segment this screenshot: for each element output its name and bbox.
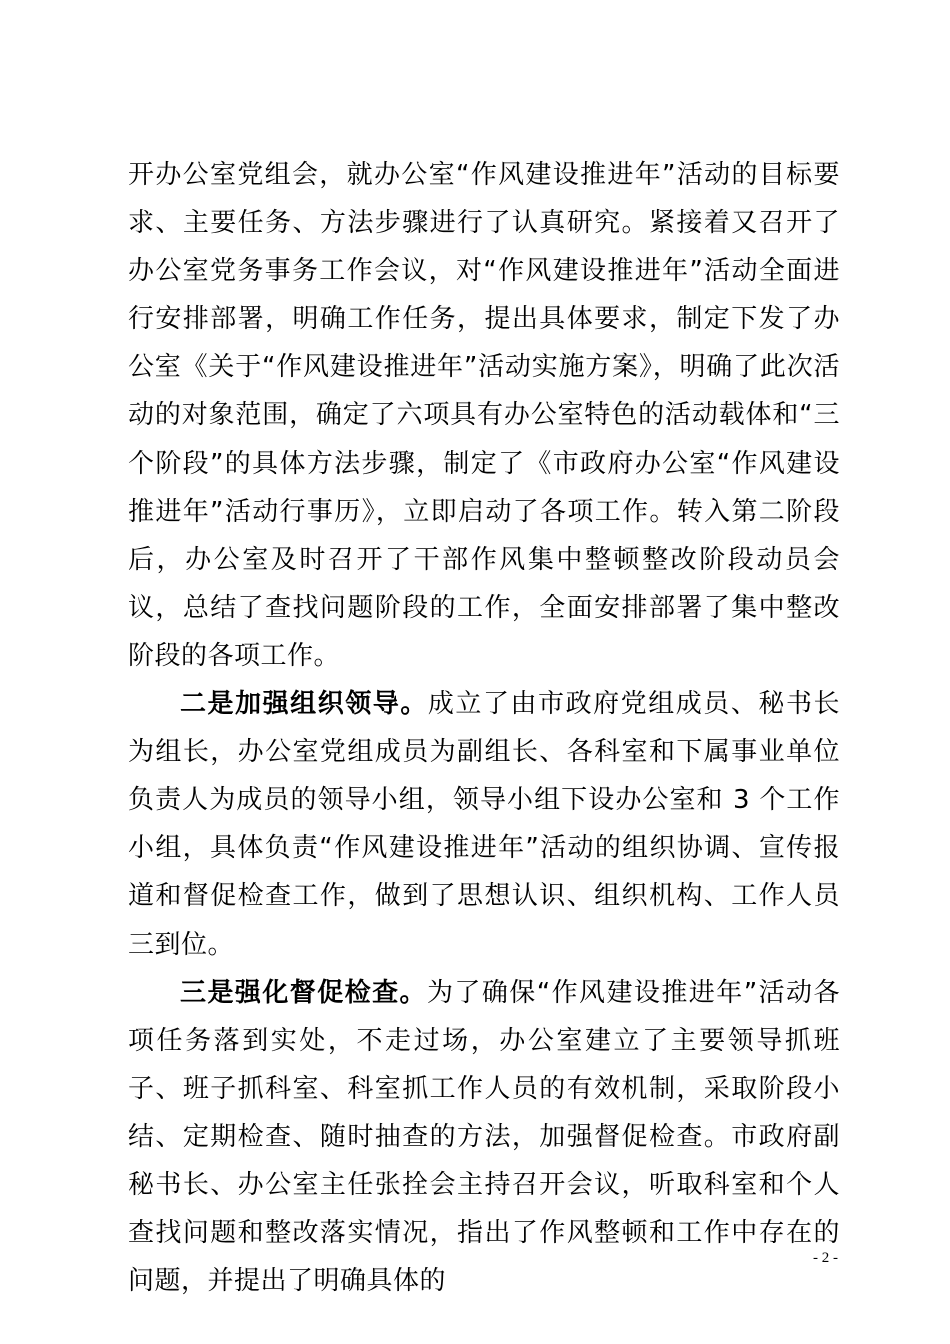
paragraph-1-text: 开办公室党组会，就办公室“作风建设推进年”活动的目标要求、主要任务、方法步骤进行了认真研究。紧接着又召开了办公室党务事务工作会议，对“作风建设推进年”活动全面进行安排部署，明确工作任务，提出具体要求，制定下发了办公室《关于“作风建设推进年”活动实施方案》，明确了此次活动的对象范围，确定了六项具有办公室特色的活动载体和“三个阶段”的具体方法步骤，制定了《市政府办公室“作风建设推进年”活动行事历》，立即启动了各项工作。转入第二阶段后，办公室及时召开了干部作风集中整顿整改阶段动员会议，总结了查找问题阶段的工作，全面安排部署了集中整改阶段的各项工作。 (128, 160, 840, 671)
paragraph-2-text: 成立了由市政府党组成员、秘书长为组长，办公室党组成员为副组长、各科室和下属事业单位负责人为成员的领导小组，领导小组下设办公室和 3 个工作小组，具体负责“作风建设推进年”活动的组织协调、宣传报道和督促检查工作，做到了思想认识、组织机构、工作人员三到位。 (128, 689, 840, 960)
paragraph-3-text: 为了确保“作风建设推进年”活动各项任务落到实处，不走过场，办公室建立了主要领导抓班子、班子抓科室、科室抓工作人员的有效机制，采取阶段小结、定期检查、随时抽查的方法，加强督促检查。市政府副秘书长、办公室主任张拴会主持召开会议，听取科室和个人查找问题和整改落实情况，指出了作风整顿和工作中存在的问题，并提出了明确具体的 (128, 977, 840, 1297)
page-number: - 2 - (813, 1250, 838, 1266)
paragraph-2-lead: 二是加强组织领导。 (180, 689, 428, 720)
paragraph-2 (128, 680, 840, 969)
body-text (128, 151, 840, 1305)
paragraph-3-lead: 三是强化督促检查。 (180, 977, 427, 1008)
paragraph-1 (128, 151, 840, 680)
paragraph-3 (128, 969, 840, 1306)
